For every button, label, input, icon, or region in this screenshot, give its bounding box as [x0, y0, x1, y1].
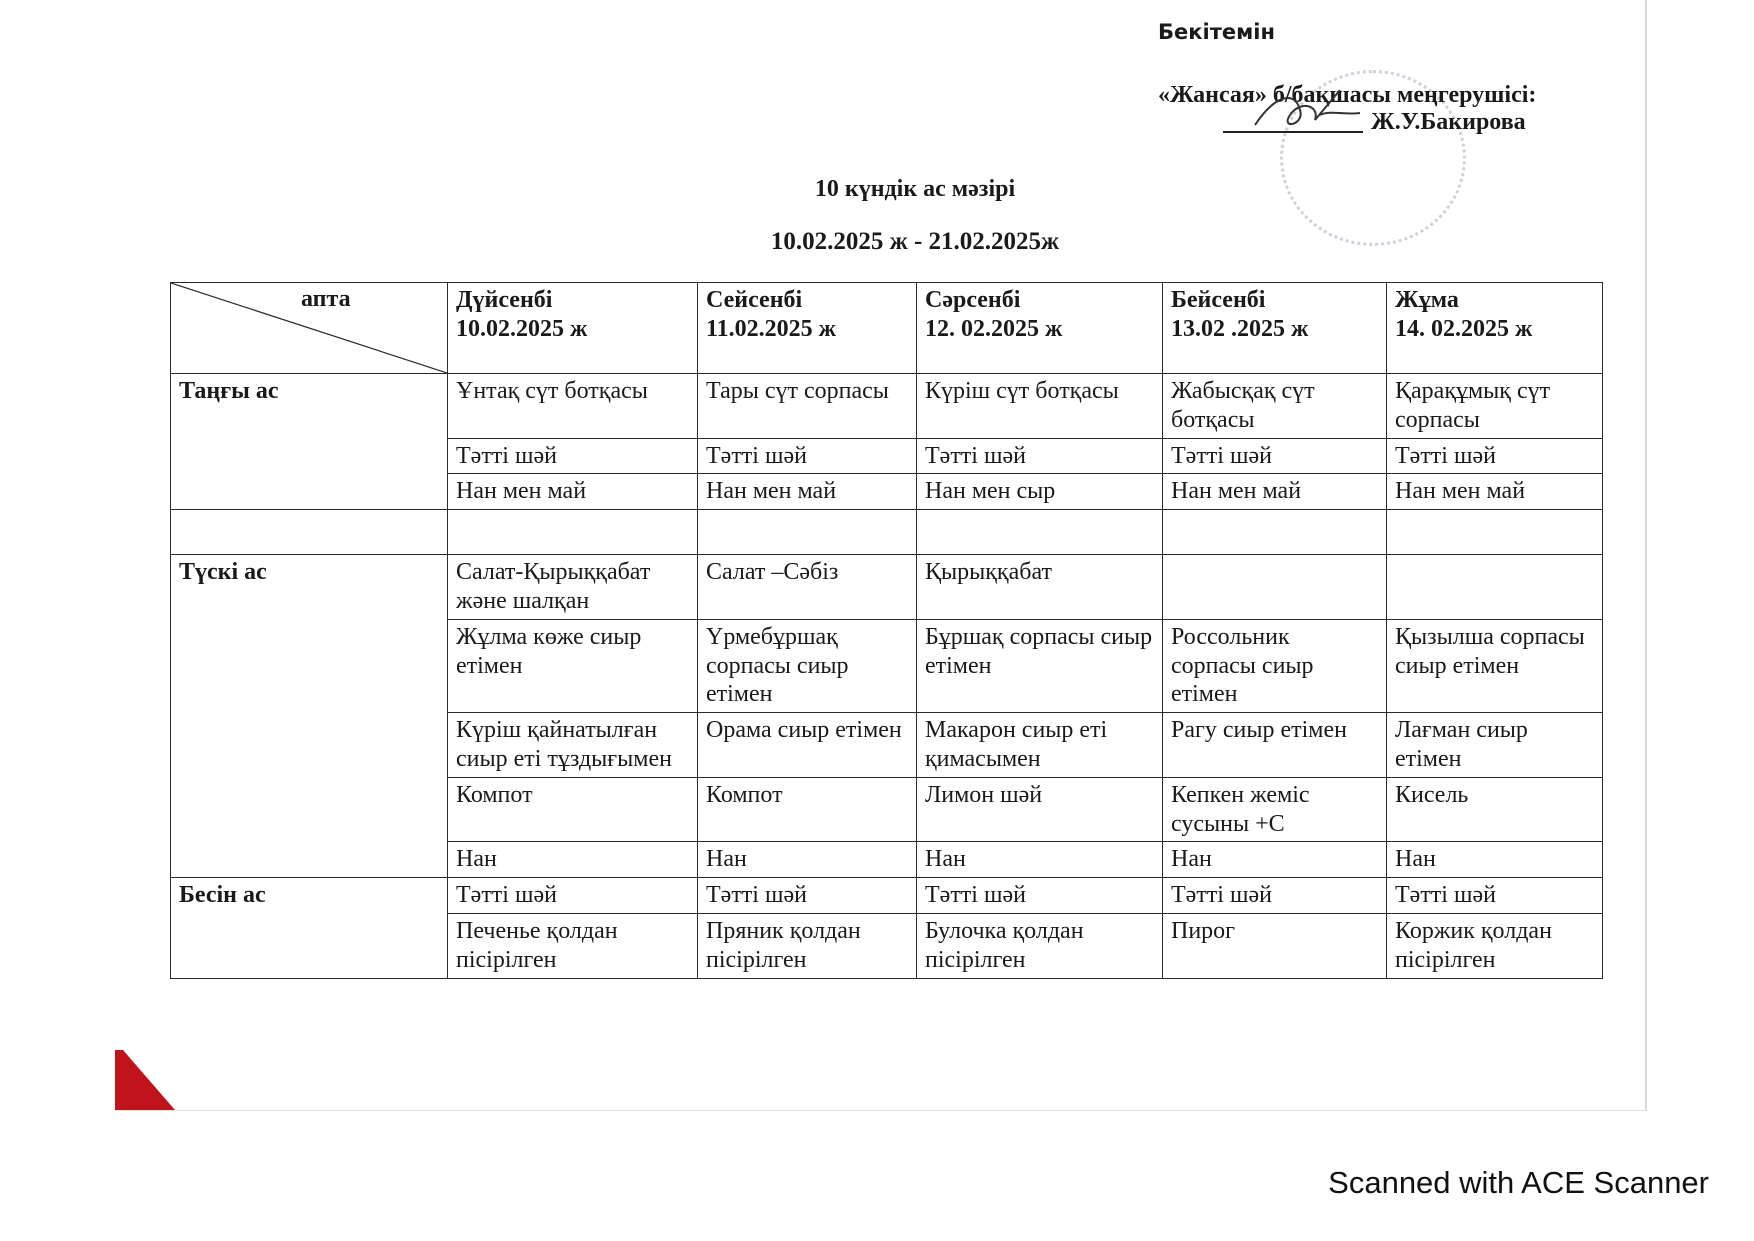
- menu-cell: Күріш сүт ботқасы: [917, 374, 1163, 439]
- day-date: 14. 02.2025 ж: [1395, 315, 1533, 342]
- menu-cell: Нан: [448, 842, 698, 878]
- menu-cell: Тәтті шәй: [1163, 438, 1387, 474]
- table-row: [171, 510, 1603, 555]
- menu-cell: Пряник қолдан пісірілген: [698, 913, 917, 978]
- day-name: Сәрсенбі: [925, 287, 1021, 313]
- menu-cell: Макарон сиыр еті қимасымен: [917, 713, 1163, 778]
- menu-cell: Нан мен май: [448, 474, 698, 510]
- approval-signature-line: [1158, 109, 1718, 136]
- menu-cell: Тары сүт сорпасы: [698, 374, 917, 439]
- menu-cell: Тәтті шәй: [448, 438, 698, 474]
- table-row: [171, 878, 1603, 914]
- menu-cell: Қарақұмық сүт сорпасы: [1387, 374, 1603, 439]
- day-date: 13.02 .2025 ж: [1171, 315, 1309, 342]
- menu-cell: Нан мен май: [698, 474, 917, 510]
- menu-cell: Тәтті шәй: [448, 878, 698, 914]
- menu-cell: Печенье қолдан пісірілген: [448, 913, 698, 978]
- meal-label: Таңғы ас: [171, 374, 448, 510]
- menu-cell: [698, 510, 917, 555]
- menu-cell: [1163, 555, 1387, 620]
- table-row: [171, 555, 1603, 620]
- menu-cell: Нан мен май: [1163, 474, 1387, 510]
- day-date: 10.02.2025 ж: [456, 315, 588, 342]
- menu-cell: Тәтті шәй: [917, 438, 1163, 474]
- scanner-watermark: Scanned with ACE Scanner: [1328, 1165, 1709, 1200]
- menu-cell: Компот: [448, 777, 698, 842]
- menu-cell: Кепкен жеміс сусыны +С: [1163, 777, 1387, 842]
- menu-cell: Нан: [698, 842, 917, 878]
- menu-cell: [1163, 510, 1387, 555]
- menu-cell: Нан: [917, 842, 1163, 878]
- menu-cell: Лимон шәй: [917, 777, 1163, 842]
- menu-cell: Компот: [698, 777, 917, 842]
- day-name: Бейсенбі: [1171, 287, 1266, 313]
- table-header-row: [171, 283, 1603, 374]
- day-header: [1387, 283, 1603, 374]
- corner-cell: [171, 283, 448, 374]
- menu-cell: Пирог: [1163, 913, 1387, 978]
- menu-cell: Нан: [1387, 842, 1603, 878]
- approval-title: Бекітемін: [1158, 20, 1275, 44]
- handwritten-signature: [1250, 85, 1380, 145]
- menu-cell: Салат –Сәбіз: [698, 555, 917, 620]
- menu-cell: Қырыққабат: [917, 555, 1163, 620]
- day-header: [448, 283, 698, 374]
- document-period: 10.02.2025 ж - 21.02.2025ж: [770, 228, 1060, 255]
- day-name: Дүйсенбі: [456, 287, 553, 313]
- day-name: Сейсенбі: [706, 287, 803, 313]
- menu-cell: Тәтті шәй: [1163, 878, 1387, 914]
- menu-cell: Рагу сиыр етімен: [1163, 713, 1387, 778]
- page-edge: [1645, 0, 1647, 1110]
- approval-name: Ж.У.Бакирова: [1371, 109, 1526, 135]
- menu-cell: Лағман сиыр етімен: [1387, 713, 1603, 778]
- menu-cell: Нан: [1163, 842, 1387, 878]
- day-header: [698, 283, 917, 374]
- menu-cell: Тәтті шәй: [698, 438, 917, 474]
- menu-cell: [917, 510, 1163, 555]
- meal-label: Түскі ас: [171, 555, 448, 878]
- menu-cell: Нан мен сыр: [917, 474, 1163, 510]
- menu-cell: Үрмебұршақ сорпасы сиыр етімен: [698, 619, 917, 712]
- menu-cell: [1387, 555, 1603, 620]
- document-title: 10 күндік ас мәзірі: [814, 176, 1016, 202]
- approval-role: «Жансая» б/бақшасы меңгерушісі:: [1158, 82, 1537, 108]
- menu-cell: Тәтті шәй: [698, 878, 917, 914]
- menu-cell: Тәтті шәй: [917, 878, 1163, 914]
- menu-cell: Тәтті шәй: [1387, 438, 1603, 474]
- page-bottom-edge: [115, 1110, 1647, 1111]
- meal-label: Бесін ас: [171, 878, 448, 978]
- menu-cell: Орама сиыр етімен: [698, 713, 917, 778]
- menu-cell: Ұнтақ сүт ботқасы: [448, 374, 698, 439]
- day-date: 11.02.2025 ж: [706, 315, 837, 342]
- menu-cell: Булочка қолдан пісірілген: [917, 913, 1163, 978]
- menu-cell: Россольник сорпасы сиыр етімен: [1163, 619, 1387, 712]
- menu-cell: Бұршақ сорпасы сиыр етімен: [917, 619, 1163, 712]
- menu-cell: [448, 510, 698, 555]
- table-row: [171, 374, 1603, 439]
- menu-cell: Тәтті шәй: [1387, 878, 1603, 914]
- day-header: [917, 283, 1163, 374]
- day-name: Жұма: [1395, 287, 1459, 313]
- menu-cell: Жабысқақ сүт ботқасы: [1163, 374, 1387, 439]
- menu-cell: Коржик қолдан пісірілген: [1387, 913, 1603, 978]
- approval-block: [1158, 20, 1718, 136]
- day-date: 12. 02.2025 ж: [925, 315, 1063, 342]
- menu-cell: [1387, 510, 1603, 555]
- day-header: [1163, 283, 1387, 374]
- menu-cell: Кисель: [1387, 777, 1603, 842]
- menu-cell: Жұлма көже сиыр етімен: [448, 619, 698, 712]
- meal-label: [171, 510, 448, 555]
- menu-cell: Күріш қайнатылған сиыр еті тұздығымен: [448, 713, 698, 778]
- menu-table: [170, 282, 1603, 979]
- menu-cell: Нан мен май: [1387, 474, 1603, 510]
- menu-cell: Салат-Қырыққабат және шалқан: [448, 555, 698, 620]
- menu-cell: Қызылша сорпасы сиыр етімен: [1387, 619, 1603, 712]
- menu-body: [171, 374, 1603, 979]
- red-folder-corner: [115, 1050, 175, 1110]
- week-label: апта: [301, 286, 351, 312]
